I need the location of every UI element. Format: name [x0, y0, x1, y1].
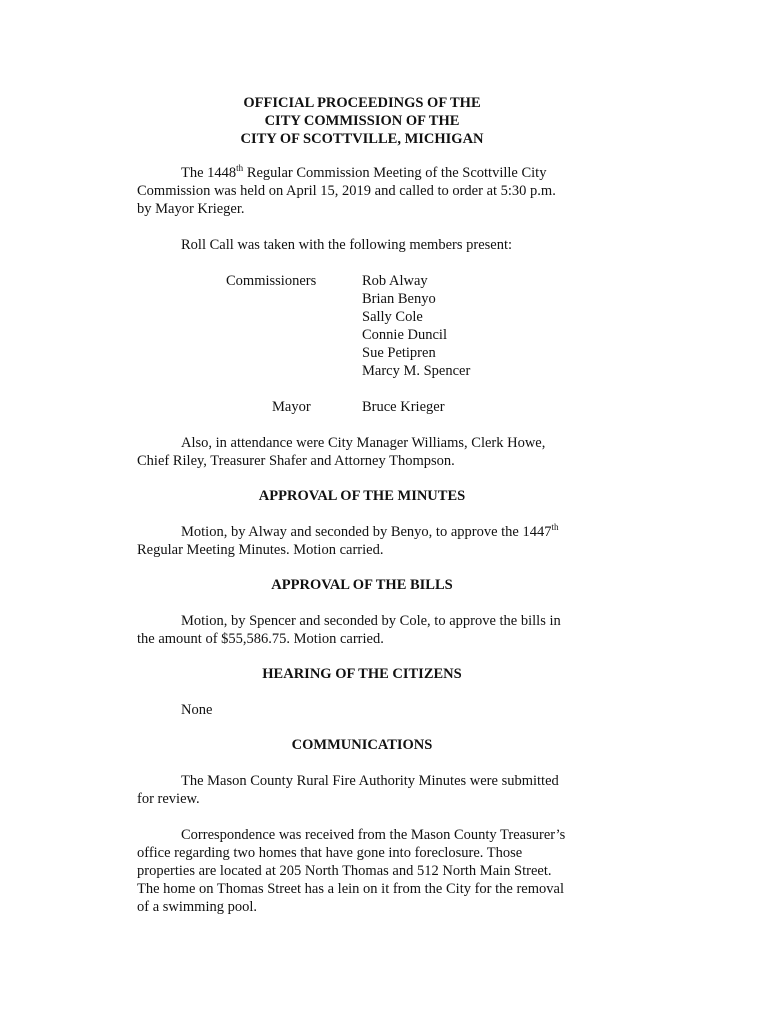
minutes-paragraph	[137, 523, 587, 559]
communications-text: The Mason County Rural Fire Authority Minutes were submitted	[181, 773, 559, 789]
communications-text: of a swimming pool.	[137, 899, 258, 915]
section-heading-communications: COMMUNICATIONS	[291, 737, 433, 753]
communications-paragraph-1	[137, 772, 587, 808]
citizens-text: None	[181, 702, 213, 718]
title-line: CITY OF SCOTTVILLE, MICHIGAN	[240, 131, 484, 147]
commissioner-name: Sally Cole	[362, 309, 423, 325]
mayor-label: Mayor	[272, 399, 311, 415]
commissioners-list	[362, 272, 470, 380]
intro-text: The 1448	[181, 165, 237, 181]
ordinal-suffix: th	[551, 522, 559, 532]
bills-text: the amount of $55,586.75. Motion carried.	[137, 631, 384, 647]
intro-text: Commission was held on April 15, 2019 and called to order at 5:30 p.m.	[137, 183, 556, 199]
communications-text: Correspondence was received from the Mason County Treasurer’s	[181, 827, 566, 843]
commissioner-name: Marcy M. Spencer	[362, 363, 471, 379]
roll-call-text: Roll Call was taken with the following members present:	[181, 237, 513, 253]
attendance-text: Chief Riley, Treasurer Shafer and Attorney Thompson.	[137, 453, 455, 469]
communications-paragraph-2	[137, 826, 587, 916]
citizens-paragraph	[137, 701, 587, 719]
minutes-text: Motion, by Alway and seconded by Benyo, to approve the 1447	[181, 524, 552, 540]
communications-text: for review.	[137, 791, 200, 807]
commissioner-name: Brian Benyo	[362, 291, 436, 307]
section-heading-minutes: APPROVAL OF THE MINUTES	[258, 488, 466, 504]
roll-call-paragraph	[137, 236, 587, 254]
bills-text: Motion, by Spencer and seconded by Cole, to approve the bills in	[181, 613, 561, 629]
ordinal-suffix: th	[236, 163, 244, 173]
commissioner-name: Rob Alway	[362, 273, 428, 289]
minutes-text: Regular Meeting Minutes. Motion carried.	[137, 542, 384, 558]
attendance-paragraph	[137, 434, 587, 470]
intro-text: Regular Commission Meeting of the Scottville City	[243, 165, 547, 181]
title-line: OFFICIAL PROCEEDINGS OF THE	[243, 95, 481, 111]
section-heading-citizens: HEARING OF THE CITIZENS	[262, 666, 462, 682]
commissioners-label: Commissioners	[226, 273, 317, 289]
communications-text: properties are located at 205 North Thomas and 512 North Main Street.	[137, 863, 552, 879]
commissioner-name: Sue Petipren	[362, 345, 436, 361]
commissioner-name: Connie Duncil	[362, 327, 447, 343]
section-heading-bills: APPROVAL OF THE BILLS	[271, 577, 453, 593]
communications-text: office regarding two homes that have gone into foreclosure. Those	[137, 845, 523, 861]
attendance-text: Also, in attendance were City Manager Williams, Clerk Howe,	[181, 435, 546, 451]
bills-paragraph	[137, 612, 587, 648]
title-line: CITY COMMISSION OF THE	[264, 113, 460, 129]
communications-text: The home on Thomas Street has a lein on it from the City for the removal	[137, 881, 564, 897]
mayor-name: Bruce Krieger	[362, 399, 445, 415]
intro-paragraph	[137, 164, 587, 218]
intro-text: by Mayor Krieger.	[137, 201, 245, 217]
document-title	[137, 94, 587, 148]
